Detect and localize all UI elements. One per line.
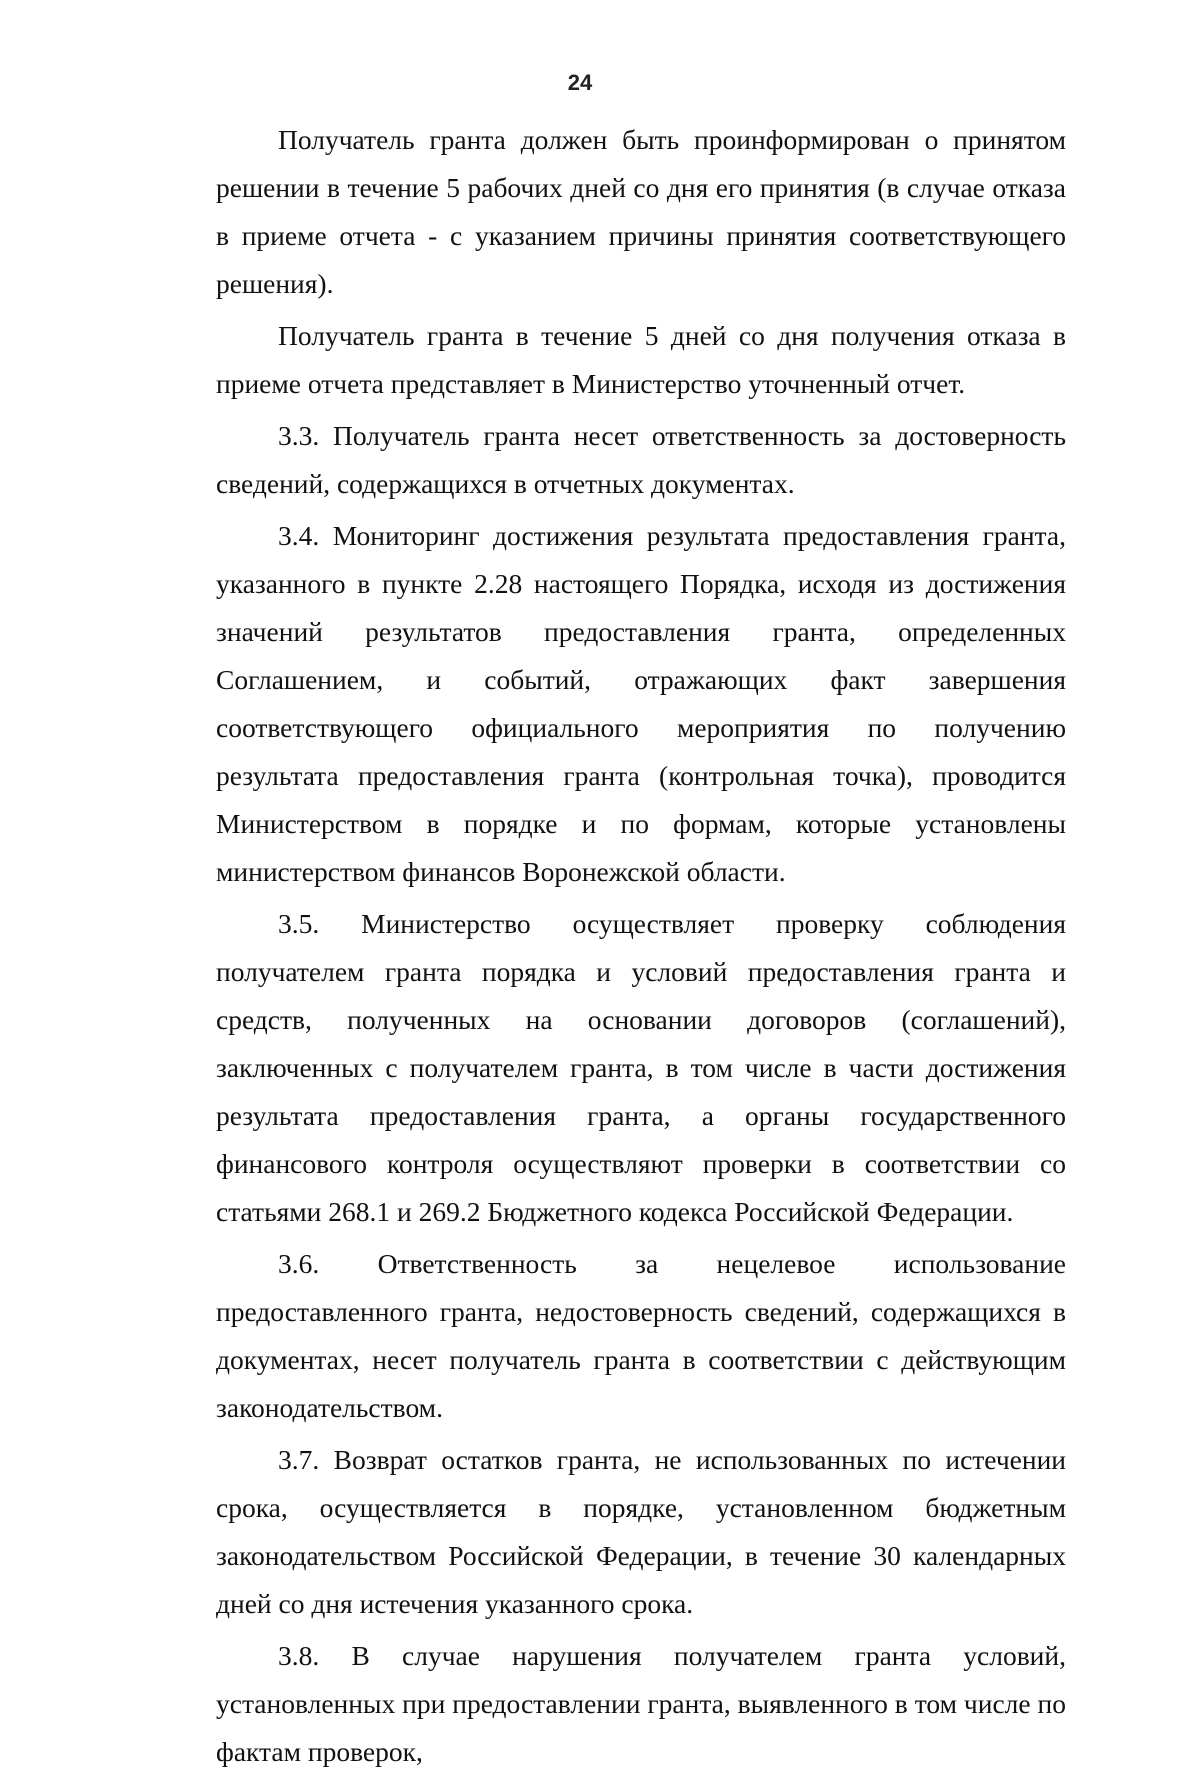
document-body	[216, 116, 1066, 1776]
paragraph-refined-report: Получатель гранта в течение 5 дней со дня получения отказа в приеме отчета представляет в Министерство уточненный отчет.	[216, 320, 1066, 399]
paragraph-3-4: 3.4. Мониторинг достижения результата предоставления гранта, указанного в пункте 2.28 настоящего Порядка, исходя из достижения значений результатов предоставления гранта, определенных Соглашением, и событий, отражающих факт завершения соответствующего официального мероприятия по получению результата предоставления гранта (контрольная точка), проводится Министерством в порядке и по формам, которые установлены министерством финансов Воронежской области.	[216, 520, 1066, 887]
paragraph-3-6: 3.6. Ответственность за нецелевое использование предоставленного гранта, недостоверность сведений, содержащихся в документах, несет получатель гранта в соответствии с действующим законодательством.	[216, 1248, 1066, 1423]
paragraph-3-8: 3.8. В случае нарушения получателем гранта условий, установленных при предоставлении гранта, выявленного в том числе по фактам проверок,	[216, 1640, 1066, 1767]
paragraph-3-3: 3.3. Получатель гранта несет ответственность за достоверность сведений, содержащихся в отчетных документах.	[216, 420, 1066, 499]
paragraph-notification: Получатель гранта должен быть проинформирован о принятом решении в течение 5 рабочих дней со дня его принятия (в случае отказа в приеме отчета - с указанием причины принятия соответствующего решения).	[216, 124, 1066, 299]
page-number: 24	[567, 70, 593, 95]
paragraph-3-5: 3.5. Министерство осуществляет проверку соблюдения получателем гранта порядка и условий предоставления гранта и средств, полученных на основании договоров (соглашений), заключенных с получателем гранта, в том числе в части достижения результата предоставления гранта, а органы государственного финансового контроля осуществляют проверки в соответствии со статьями 268.1 и 269.2 Бюджетного кодекса Российской Федерации.	[216, 908, 1066, 1227]
paragraph-3-7: 3.7. Возврат остатков гранта, не использованных по истечении срока, осуществляется в порядке, установленном бюджетным законодательством Российской Федерации, в течение 30 календарных дней со дня истечения указанного срока.	[216, 1444, 1066, 1619]
